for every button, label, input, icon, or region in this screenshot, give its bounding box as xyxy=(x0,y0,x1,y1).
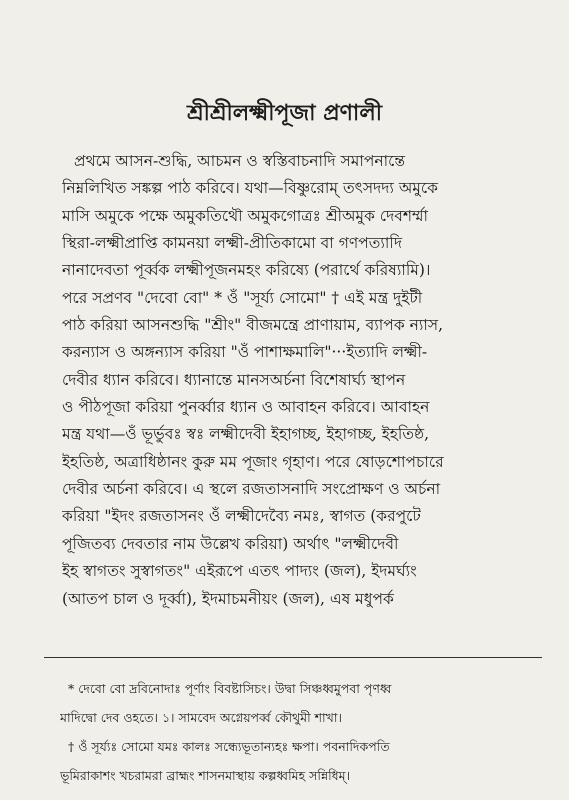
body-text xyxy=(62,148,522,613)
body-line: ইহ স্বাগতং সুস্বাগতং" এইরূপে এতৎ পাদ্যং (জল), ইদমর্ঘ্যং xyxy=(62,562,417,581)
footnote-line: মাদিদ্বো দেব ওহতে। ১। সামবেদ অগ্নেয়পর্ব্ব কৌথুমী শাখা। xyxy=(60,710,342,725)
footnotes xyxy=(60,674,530,790)
body-line: ও পীঠপূজা করিয়া পুনর্ব্বার ধ্যান ও আবাহন করিবে। আবাহন xyxy=(62,398,430,417)
footnote-line: † ওঁ সূর্য্যঃ সোমো যমঃ কালঃ সন্ধ্যেভূতান্যহঃ ক্ষপা। পবনাদিকপতি xyxy=(68,739,390,754)
body-line: প্রথমে আসন-শুদ্ধি, আচমন ও স্বস্তিবাচনাদি সমাপনান্তে xyxy=(74,152,406,170)
body-line: ইহতিষ্ঠ, অত্রাধিষ্ঠানং কুরু মম পূজাং গৃহাণ। পরে ষোড়শোপচারে xyxy=(62,452,444,471)
footnote-line: * দেবো বো দ্রবিনোদাঃ পূর্ণাং বিবষ্টাসিচং। উদ্বা সিঞ্চধ্বমুপবা পৃণধ্ব xyxy=(68,681,392,696)
footnote-line: ভূমিরাকাশং খচরামরা ব্রাহ্মং শাসনমাস্থায় কল্পধ্বমিহ সন্নিধিম্। xyxy=(60,768,351,783)
body-line: নিম্নলিখিত সঙ্কল্প পাঠ করিবে। যথা—বিষ্ণুরোম্ তৎসদদ্য অমুকে xyxy=(62,179,438,198)
body-line: মাসি অমুকে পক্ষে অমুকতিথৌ অমুকগোত্রঃ শ্রীঅমুক দেবশর্ম্মা xyxy=(62,206,429,225)
body-line: স্থিরা-লক্ষ্মীপ্রাপ্তি কামনয়া লক্ষ্মী-প্রীতিকামো বা গণপত্যাদি xyxy=(62,234,402,253)
body-line: মন্ত্র যথা—ওঁ ভূর্ভুবঃ স্বঃ লক্ষ্মীদেবী ইহাগচ্ছ, ইহাগচ্ছ, ইহতিষ্ঠ, xyxy=(62,425,430,444)
body-line: করন্যাস ও অঙ্গন্যাস করিয়া "ওঁ পাশাক্ষমালি"···ইত্যাদি লক্ষ্মী- xyxy=(62,343,428,362)
body-line: দেবীর ধ্যান করিবে। ধ্যানান্তে মানসঅর্চনা বিশেষার্ঘ্য স্থাপন xyxy=(62,370,406,389)
body-line: পাঠ করিয়া আসনশুদ্ধি "শ্রীং" বীজমন্ত্রে প্রাণায়াম, ব্যাপক ন্যাস, xyxy=(62,316,443,335)
body-line: পরে সপ্রণব "দেবো বো" * ওঁ "সূর্য্য সোমো" † এই মন্ত্র দুইটী xyxy=(62,288,423,307)
body-line: (আতপ চাল ও দূর্ব্বা), ইদমাচমনীয়ং (জল), এষ মধুপর্ক xyxy=(62,589,394,608)
page-title: শ্রীশ্রীলক্ষ্মীপূজা প্রণালী xyxy=(186,100,383,126)
body-line: পূজিতব্য দেবতার নাম উল্লেখ করিয়া) অর্থাৎ "লক্ষ্মীদেবী xyxy=(62,534,399,553)
body-line: করিয়া "ইদং রজতাসনং ওঁ লক্ষ্মীদেব্যৈ নমঃ, স্বাগত (করপুটে xyxy=(62,507,421,526)
body-line: দেবীর অর্চনা করিবে। এ স্থলে রজতাসনাদি সংপ্রোক্ষণ ও অর্চনা xyxy=(62,480,441,499)
footnote-divider xyxy=(44,657,542,658)
body-line: নানাদেবতা পূর্ব্বক লক্ষ্মীপূজনমহং করিষ্যে (পরার্থে করিষ্যামি)। xyxy=(62,261,431,280)
